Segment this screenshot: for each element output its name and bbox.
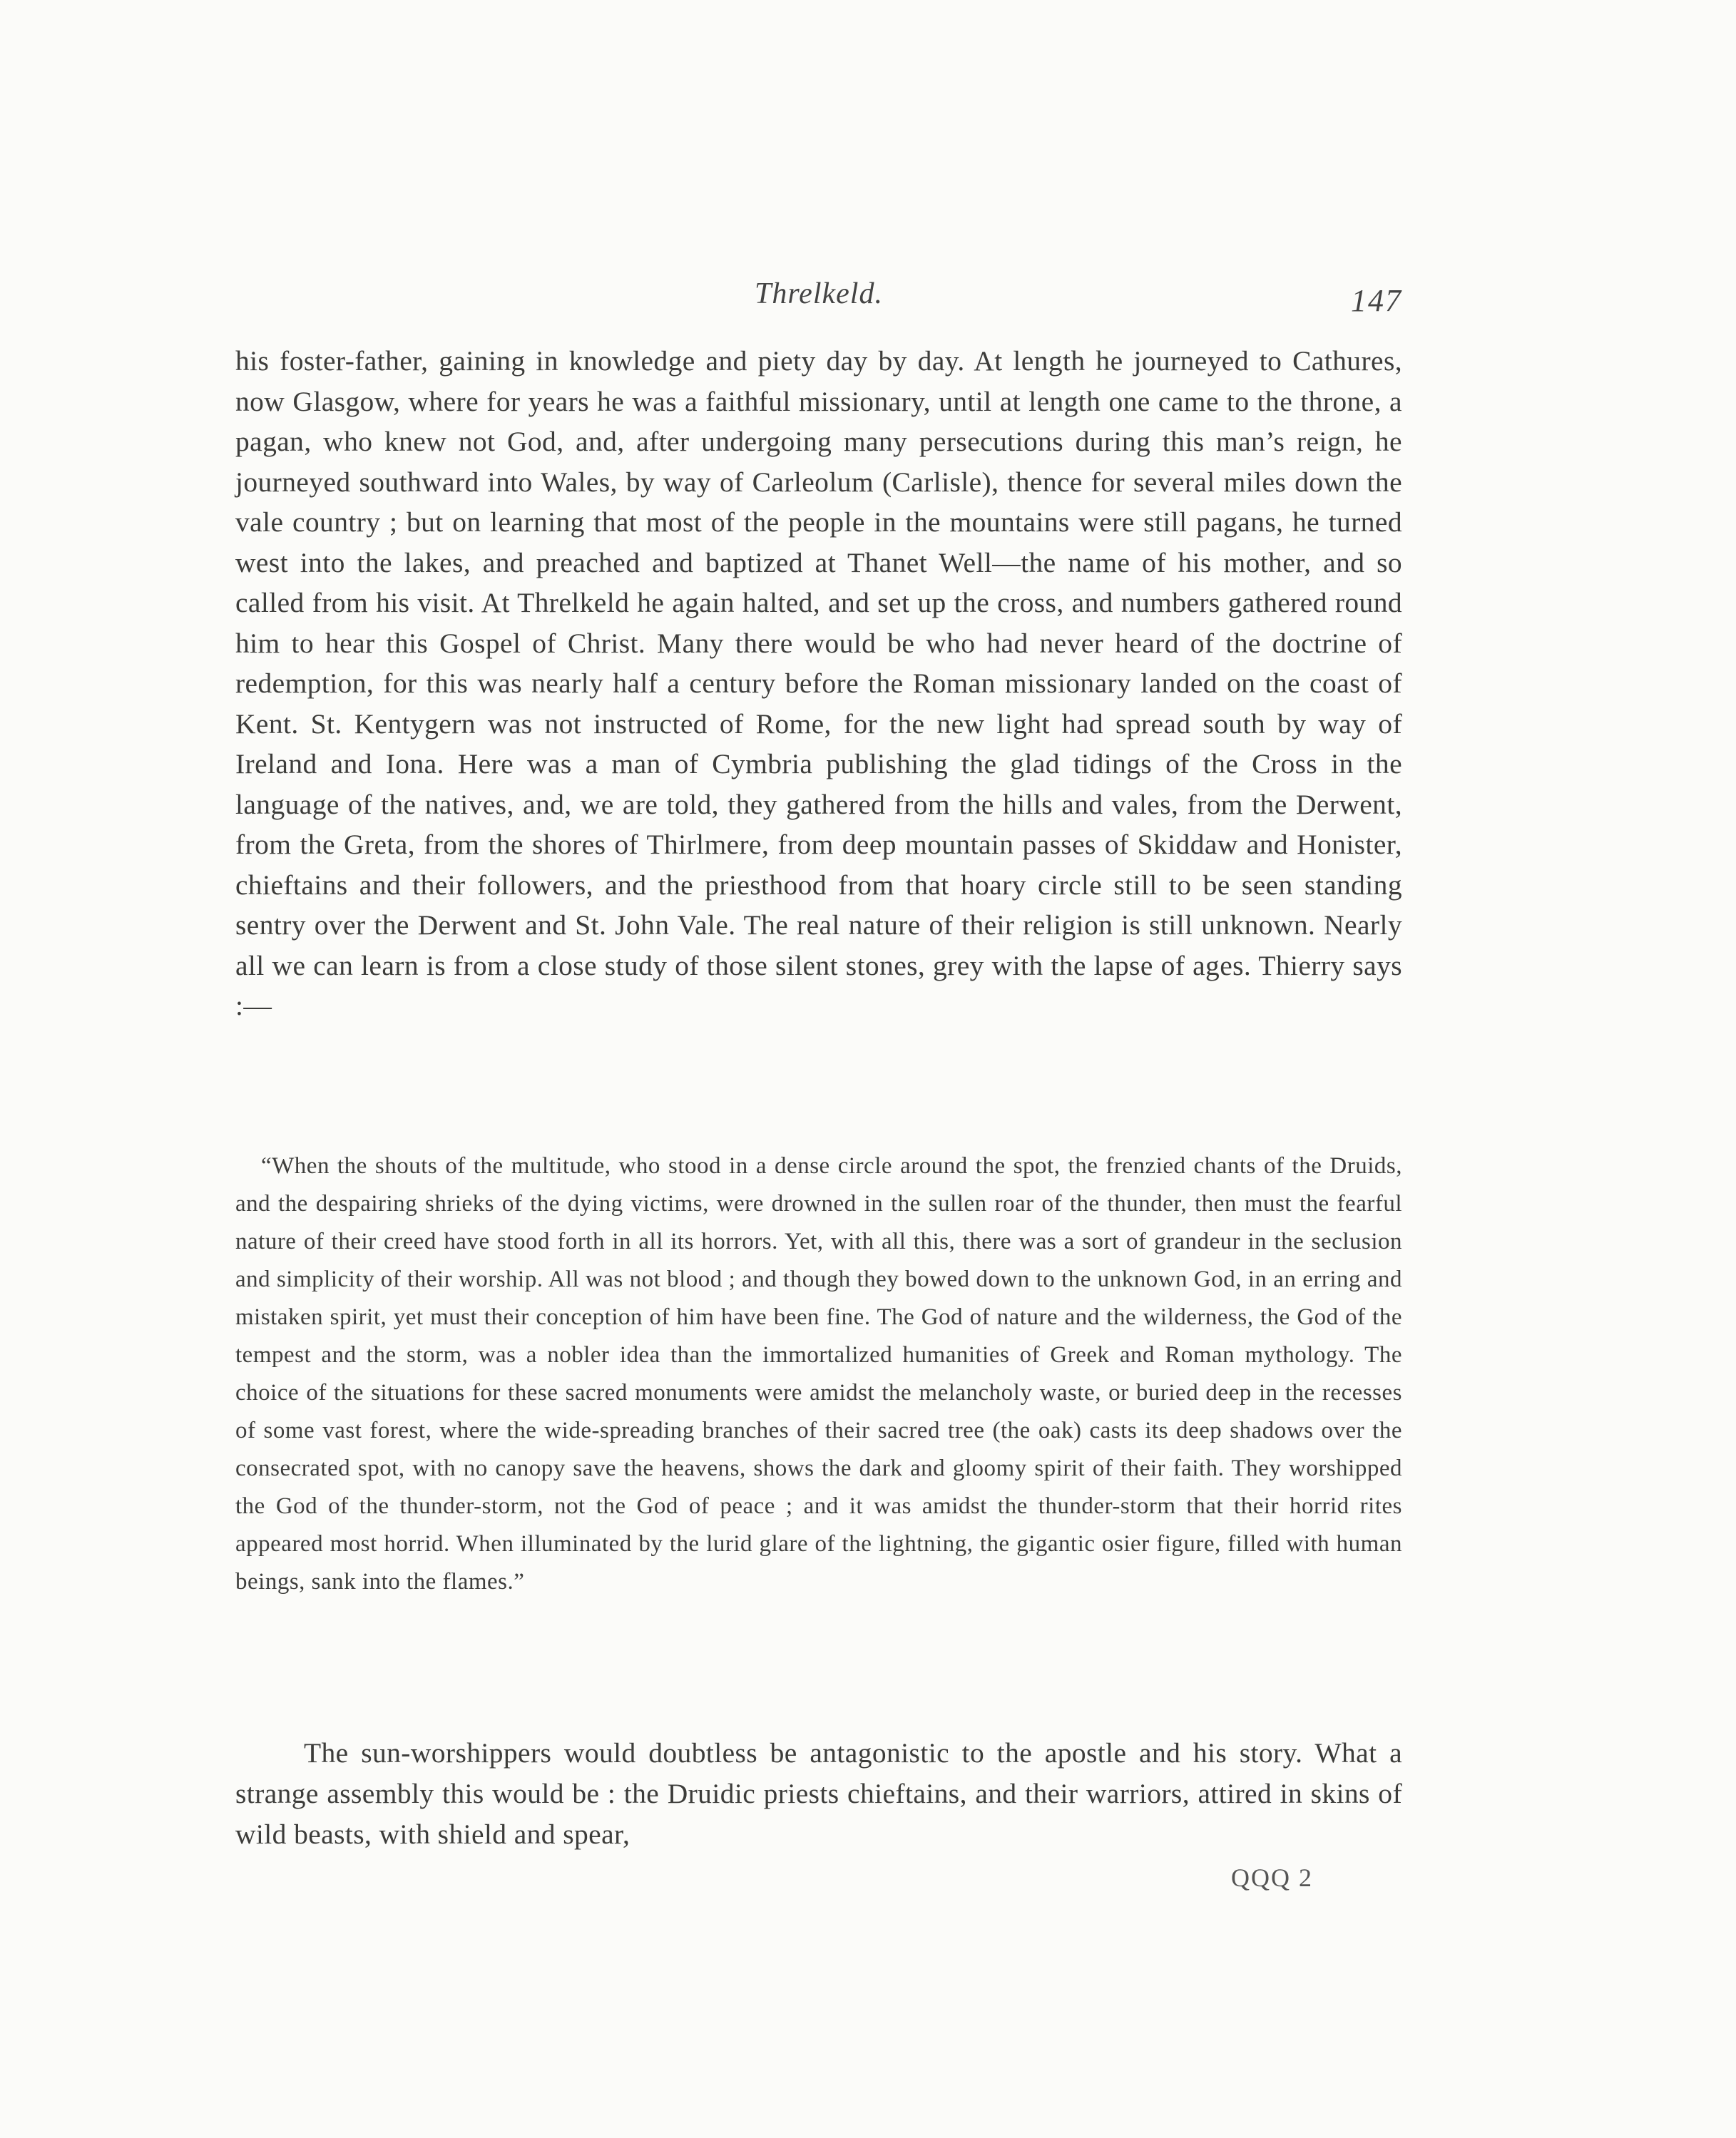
block-quote — [235, 1147, 1402, 1601]
continuation-text — [235, 1733, 1402, 1855]
printer-signature: QQQ 2 — [1231, 1863, 1313, 1892]
running-title: Threlkeld. — [755, 277, 883, 310]
paragraph: his foster-father, gaining in knowledge and piety day by day. At length he journeyed to Cathures, now Glasgow, where for years he was a faithful missionary, until at length one came to the throne, a pagan, who knew not God, and, after undergoing many persecutions during this man’s reign, he journeyed southward into Wales, by way of Carleolum (Carlisle), thence for several miles down the vale country ; but on learning that most of the people in the mountains were still pagans, he turned west into the lakes, and preached and baptized at Thanet Well—the name of his mother, and so called from his visit. At Threlkeld he again halted, and set up the cross, and numbers gathered round him to hear this Gospel of Christ. Many there would be who had never heard of the doctrine of redemption, for this was nearly half a century before the Roman missionary landed on the coast of Kent. St. Kentygern was not instructed of Rome, for the new light had spread south by way of Ireland and Iona. Here was a man of Cymbria publishing the glad tidings of the Cross in the language of the natives, and, we are told, they gathered from the hills and vales, from the Derwent, from the Greta, from the shores of Thirlmere, from deep mountain passes of Skiddaw and Honister, chieftains and their followers, and the priesthood from that hoary circle still to be seen standing sentry over the Derwent and St. John Vale. The real nature of their religion is still unknown. Nearly all we can learn is from a close study of those silent stones, grey with the lapse of ages. Thierry says :— — [235, 345, 1402, 1021]
page-header — [235, 277, 1402, 327]
main-text — [235, 341, 1402, 1026]
quote-text: “When the shouts of the multitude, who stood in a dense circle around the spot, the frenzied chants of the Druids, and the despairing shrieks of the dying victims, were drowned in the sullen roar of the thunder, then must the fearful nature of their creed have stood forth in all its horrors. Yet, with all this, there was a sort of grandeur in the seclusion and simplicity of their worship. All was not blood ; and though they bowed down to the unknown God, in an erring and mistaken spirit, yet must their conception of him have been fine. The God of nature and the wilderness, the God of the tempest and the storm, was a nobler idea than the immortalized humanities of Greek and Roman mythology. The choice of the situations for these sacred monuments were amidst the melancholy waste, or buried deep in the recesses of some vast forest, where the wide-spreading branches of their sacred tree (the oak) casts its deep shadows over the consecrated spot, with no canopy save the heavens, shows the dark and gloomy spirit of their faith. They worshipped the God of the thunder-storm, not the God of peace ; and it was amidst the thunder-storm that their horrid rites appeared most horrid. When illuminated by the lurid glare of the lightning, the gigantic osier figure, filled with human beings, sank into the flames.” — [235, 1153, 1402, 1595]
page-number: 147 — [1351, 283, 1402, 318]
paragraph: The sun-worshippers would doubtless be antagonistic to the apostle and his story. What a strange assembly this would be : the Druidic priests chieftains, and their warriors, attired in skins of wild beasts, with shield and spear, — [235, 1737, 1402, 1850]
